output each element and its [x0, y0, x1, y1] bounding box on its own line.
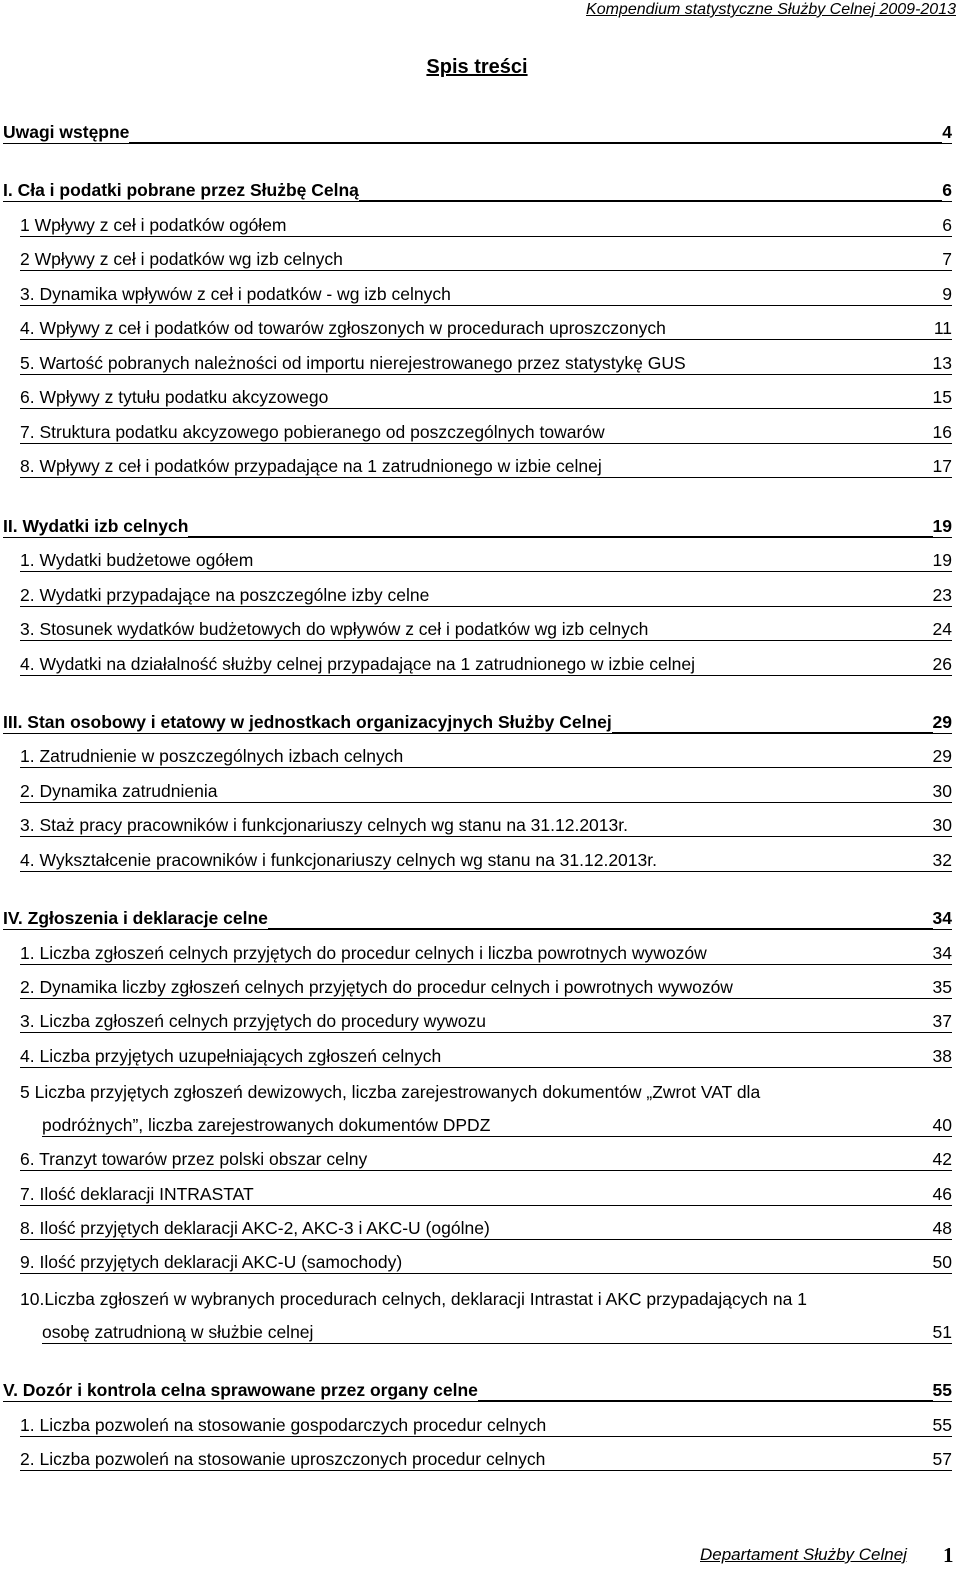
- toc-entry[interactable]: [0, 245, 960, 275]
- leader-line: [20, 802, 952, 803]
- toc-entry-label: 7. Ilość deklaracji INTRASTAT: [20, 1184, 254, 1204]
- toc-entry-label: 2. Dynamika zatrudnienia: [20, 781, 218, 801]
- leader-line: [20, 571, 952, 572]
- leader-line: [20, 998, 952, 999]
- leader-line: [20, 606, 952, 607]
- leader-line: [20, 871, 952, 872]
- toc-entry-page: 34: [932, 908, 952, 928]
- toc-entry-label: osobę zatrudnioną w służbie celnej: [42, 1322, 314, 1342]
- toc-entry[interactable]: [0, 615, 960, 645]
- leader-line: [20, 408, 952, 409]
- toc-entry-page: 19: [932, 516, 952, 536]
- toc-section-5[interactable]: [0, 1376, 960, 1406]
- toc-entry[interactable]: [0, 846, 960, 876]
- toc-entry-label: 2. Liczba pozwoleń na stosowanie uproszczonych procedur celnych: [20, 1449, 546, 1469]
- toc-entry-page: 13: [932, 353, 952, 373]
- toc-entry[interactable]: [0, 973, 960, 1003]
- leader-line: [20, 1470, 952, 1471]
- toc-entry-page: 35: [932, 977, 952, 997]
- leader-line: [20, 1032, 952, 1033]
- toc-entry-page: 46: [932, 1184, 952, 1204]
- leader-line: [42, 1136, 952, 1137]
- leader-line: [20, 270, 952, 271]
- toc-entry-page: 17: [932, 456, 952, 476]
- footer-department: Departament Służby Celnej: [700, 1545, 907, 1564]
- toc-entry-label: 9. Ilość przyjętych deklaracji AKC-U (samochody): [20, 1252, 403, 1272]
- toc-entry-page: 32: [932, 850, 952, 870]
- toc-section-4[interactable]: [0, 904, 960, 934]
- toc-entry[interactable]: [0, 211, 960, 241]
- toc-entry-label: podróżnych”, liczba zarejestrowanych dokumentów DPDZ: [42, 1115, 491, 1135]
- leader-line: [20, 1205, 952, 1206]
- toc-entry-label: I. Cła i podatki pobrane przez Służbę Celną: [3, 180, 359, 200]
- toc-entry-label: 5. Wartość pobranych należności od importu nierejestrowanego przez statystykę GUS: [20, 353, 686, 373]
- toc-entry[interactable]: [0, 1180, 960, 1210]
- toc-section-3[interactable]: [0, 708, 960, 738]
- toc-entry-label: 2. Dynamika liczby zgłoszeń celnych przyjętych do procedur celnych i powrotnych wywozów: [20, 977, 733, 997]
- toc-entry-label: 1 Wpływy z ceł i podatków ogółem: [20, 215, 287, 235]
- toc-entry-label: 4. Wykształcenie pracowników i funkcjonariuszy celnych wg stanu na 31.12.2013r.: [20, 850, 657, 870]
- toc-entry[interactable]: [0, 383, 960, 413]
- toc-section-1[interactable]: [0, 176, 960, 206]
- toc-entry-page: 23: [932, 585, 952, 605]
- toc-entry[interactable]: [0, 1145, 960, 1175]
- toc-entry[interactable]: [0, 939, 960, 969]
- leader-line: [20, 836, 952, 837]
- leader-line: [20, 339, 952, 340]
- toc-entry[interactable]: [0, 280, 960, 310]
- leader-line: [20, 1067, 952, 1068]
- toc-entry-label: 2 Wpływy z ceł i podatków wg izb celnych: [20, 249, 343, 269]
- toc-entry-page: 51: [932, 1322, 952, 1342]
- toc-entry-page: 7: [942, 249, 952, 269]
- leader-line: [20, 640, 952, 641]
- toc-entry-page: 40: [932, 1115, 952, 1135]
- toc-entry-page: 48: [932, 1218, 952, 1238]
- leader-line: [20, 1239, 952, 1240]
- toc-entry-label: 3. Stosunek wydatków budżetowych do wpływów z ceł i podatków wg izb celnych: [20, 619, 649, 639]
- toc-entry-label: 1. Zatrudnienie w poszczególnych izbach celnych: [20, 746, 404, 766]
- toc-entry-label: 2. Wydatki przypadające na poszczególne izby celne: [20, 585, 430, 605]
- toc-entry-page: 42: [932, 1149, 952, 1169]
- toc-entry-page: 19: [932, 550, 952, 570]
- toc-entry-page: 24: [932, 619, 952, 639]
- toc-entry-label: 4. Wydatki na działalność służby celnej przypadające na 1 zatrudnionego w izbie celnej: [20, 654, 695, 674]
- toc-entry[interactable]: [0, 1248, 960, 1278]
- toc-entry-label: 3. Dynamika wpływów z ceł i podatków - wg izb celnych: [20, 284, 451, 304]
- toc-entry-page: 30: [932, 781, 952, 801]
- toc-entry-page: 29: [932, 712, 952, 732]
- leader-line: [20, 1436, 952, 1437]
- toc-entry-label: 4. Wpływy z ceł i podatków od towarów zgłoszonych w procedurach uproszczonych: [20, 318, 666, 338]
- toc-entry-page: 16: [932, 422, 952, 442]
- leader-line: [20, 305, 952, 306]
- toc-entry-page: 6: [942, 215, 952, 235]
- leader-line: [20, 964, 952, 965]
- leader-line: [20, 1170, 952, 1171]
- toc-entry[interactable]: [0, 452, 960, 482]
- toc-entry[interactable]: [0, 349, 960, 379]
- toc-entry[interactable]: [0, 418, 960, 448]
- leader-line: [20, 477, 952, 478]
- leader-line: [20, 1273, 952, 1274]
- toc-entry-page: 38: [932, 1046, 952, 1066]
- leader-line: [20, 236, 952, 237]
- toc-entry[interactable]: [0, 742, 960, 772]
- toc-entry-page: 11: [933, 318, 952, 338]
- toc-entry-page: 4: [942, 122, 952, 142]
- toc-entry-label: 8. Ilość przyjętych deklaracji AKC-2, AKC-3 i AKC-U (ogólne): [20, 1218, 490, 1238]
- toc-entry-label: 1. Liczba zgłoszeń celnych przyjętych do procedur celnych i liczba powrotnych wywozów: [20, 943, 707, 963]
- toc-entry-label: IV. Zgłoszenia i deklaracje celne: [3, 908, 268, 928]
- toc-entry[interactable]: [0, 1214, 960, 1244]
- toc-entry[interactable]: [0, 314, 960, 344]
- toc-section-2[interactable]: [0, 512, 960, 542]
- toc-entry-label: 8. Wpływy z ceł i podatków przypadające na 1 zatrudnionego w izbie celnej: [20, 456, 602, 476]
- toc-entry[interactable]: [0, 777, 960, 807]
- toc-entry-label: 6. Wpływy z tytułu podatku akcyzowego: [20, 387, 329, 407]
- toc-entry[interactable]: [0, 1042, 960, 1072]
- toc-entry-label: 6. Tranzyt towarów przez polski obszar celny: [20, 1149, 368, 1169]
- toc-entry[interactable]: [0, 1111, 960, 1141]
- leader-line: [20, 443, 952, 444]
- leader-line: [3, 142, 952, 144]
- leader-line: [42, 1343, 952, 1344]
- toc-entry-label: II. Wydatki izb celnych: [3, 516, 189, 536]
- toc-entry-page: 9: [942, 284, 952, 304]
- toc-entry-page: 55: [932, 1380, 952, 1400]
- toc-entry[interactable]: [0, 1007, 960, 1037]
- toc-entry-label: 1. Liczba pozwoleń na stosowanie gospodarczych procedur celnych: [20, 1415, 547, 1435]
- toc-entry[interactable]: [0, 650, 960, 680]
- toc-entry-label: 3. Liczba zgłoszeń celnych przyjętych do procedury wywozu: [20, 1011, 486, 1031]
- leader-line: [20, 675, 952, 676]
- toc-entry-page: 34: [932, 943, 952, 963]
- leader-line: [20, 374, 952, 375]
- toc-entry-label-line1: 10.Liczba zgłoszeń w wybranych procedurach celnych, deklaracji Intrastat i AKC przypadających na 1: [20, 1289, 807, 1309]
- document-header-title: Kompendium statystyczne Służby Celnej 2009-2013: [586, 1, 956, 18]
- toc-entry-page: 30: [932, 815, 952, 835]
- toc-entry-page: 29: [932, 746, 952, 766]
- toc-entry-page: 26: [932, 654, 952, 674]
- toc-entry-label: Uwagi wstępne: [3, 122, 130, 142]
- toc-heading: Spis treści: [426, 56, 528, 78]
- toc-entry[interactable]: [0, 581, 960, 611]
- toc-entry[interactable]: [0, 1445, 960, 1475]
- toc-entry-page: 15: [932, 387, 952, 407]
- toc-entry-label: 7. Struktura podatku akcyzowego pobieranego od poszczególnych towarów: [20, 422, 605, 442]
- leader-line: [20, 767, 952, 768]
- toc-entry-label-line1: 5 Liczba przyjętych zgłoszeń dewizowych, liczba zarejestrowanych dokumentów „Zwrot VAT dla: [20, 1082, 761, 1102]
- toc-entry[interactable]: [0, 546, 960, 576]
- toc-entry[interactable]: [0, 1318, 960, 1348]
- toc-entry-page: 55: [932, 1415, 952, 1435]
- footer-page-number: 1: [943, 1543, 954, 1567]
- toc-entry-label: III. Stan osobowy i etatowy w jednostkach organizacyjnych Służby Celnej: [3, 712, 612, 732]
- toc-entry[interactable]: [0, 811, 960, 841]
- toc-entry[interactable]: [0, 1411, 960, 1441]
- toc-entry-page: 50: [932, 1252, 952, 1272]
- toc-entry-label: 3. Staż pracy pracowników i funkcjonariuszy celnych wg stanu na 31.12.2013r.: [20, 815, 628, 835]
- toc-entry-label: V. Dozór i kontrola celna sprawowane przez organy celne: [3, 1380, 478, 1400]
- toc-entry-intro[interactable]: [0, 118, 960, 148]
- toc-entry-label: 1. Wydatki budżetowe ogółem: [20, 550, 254, 570]
- toc-entry-page: 57: [932, 1449, 952, 1469]
- toc-entry-page: 6: [942, 180, 952, 200]
- toc-entry-page: 37: [932, 1011, 952, 1031]
- toc-entry-label: 4. Liczba przyjętych uzupełniających zgłoszeń celnych: [20, 1046, 442, 1066]
